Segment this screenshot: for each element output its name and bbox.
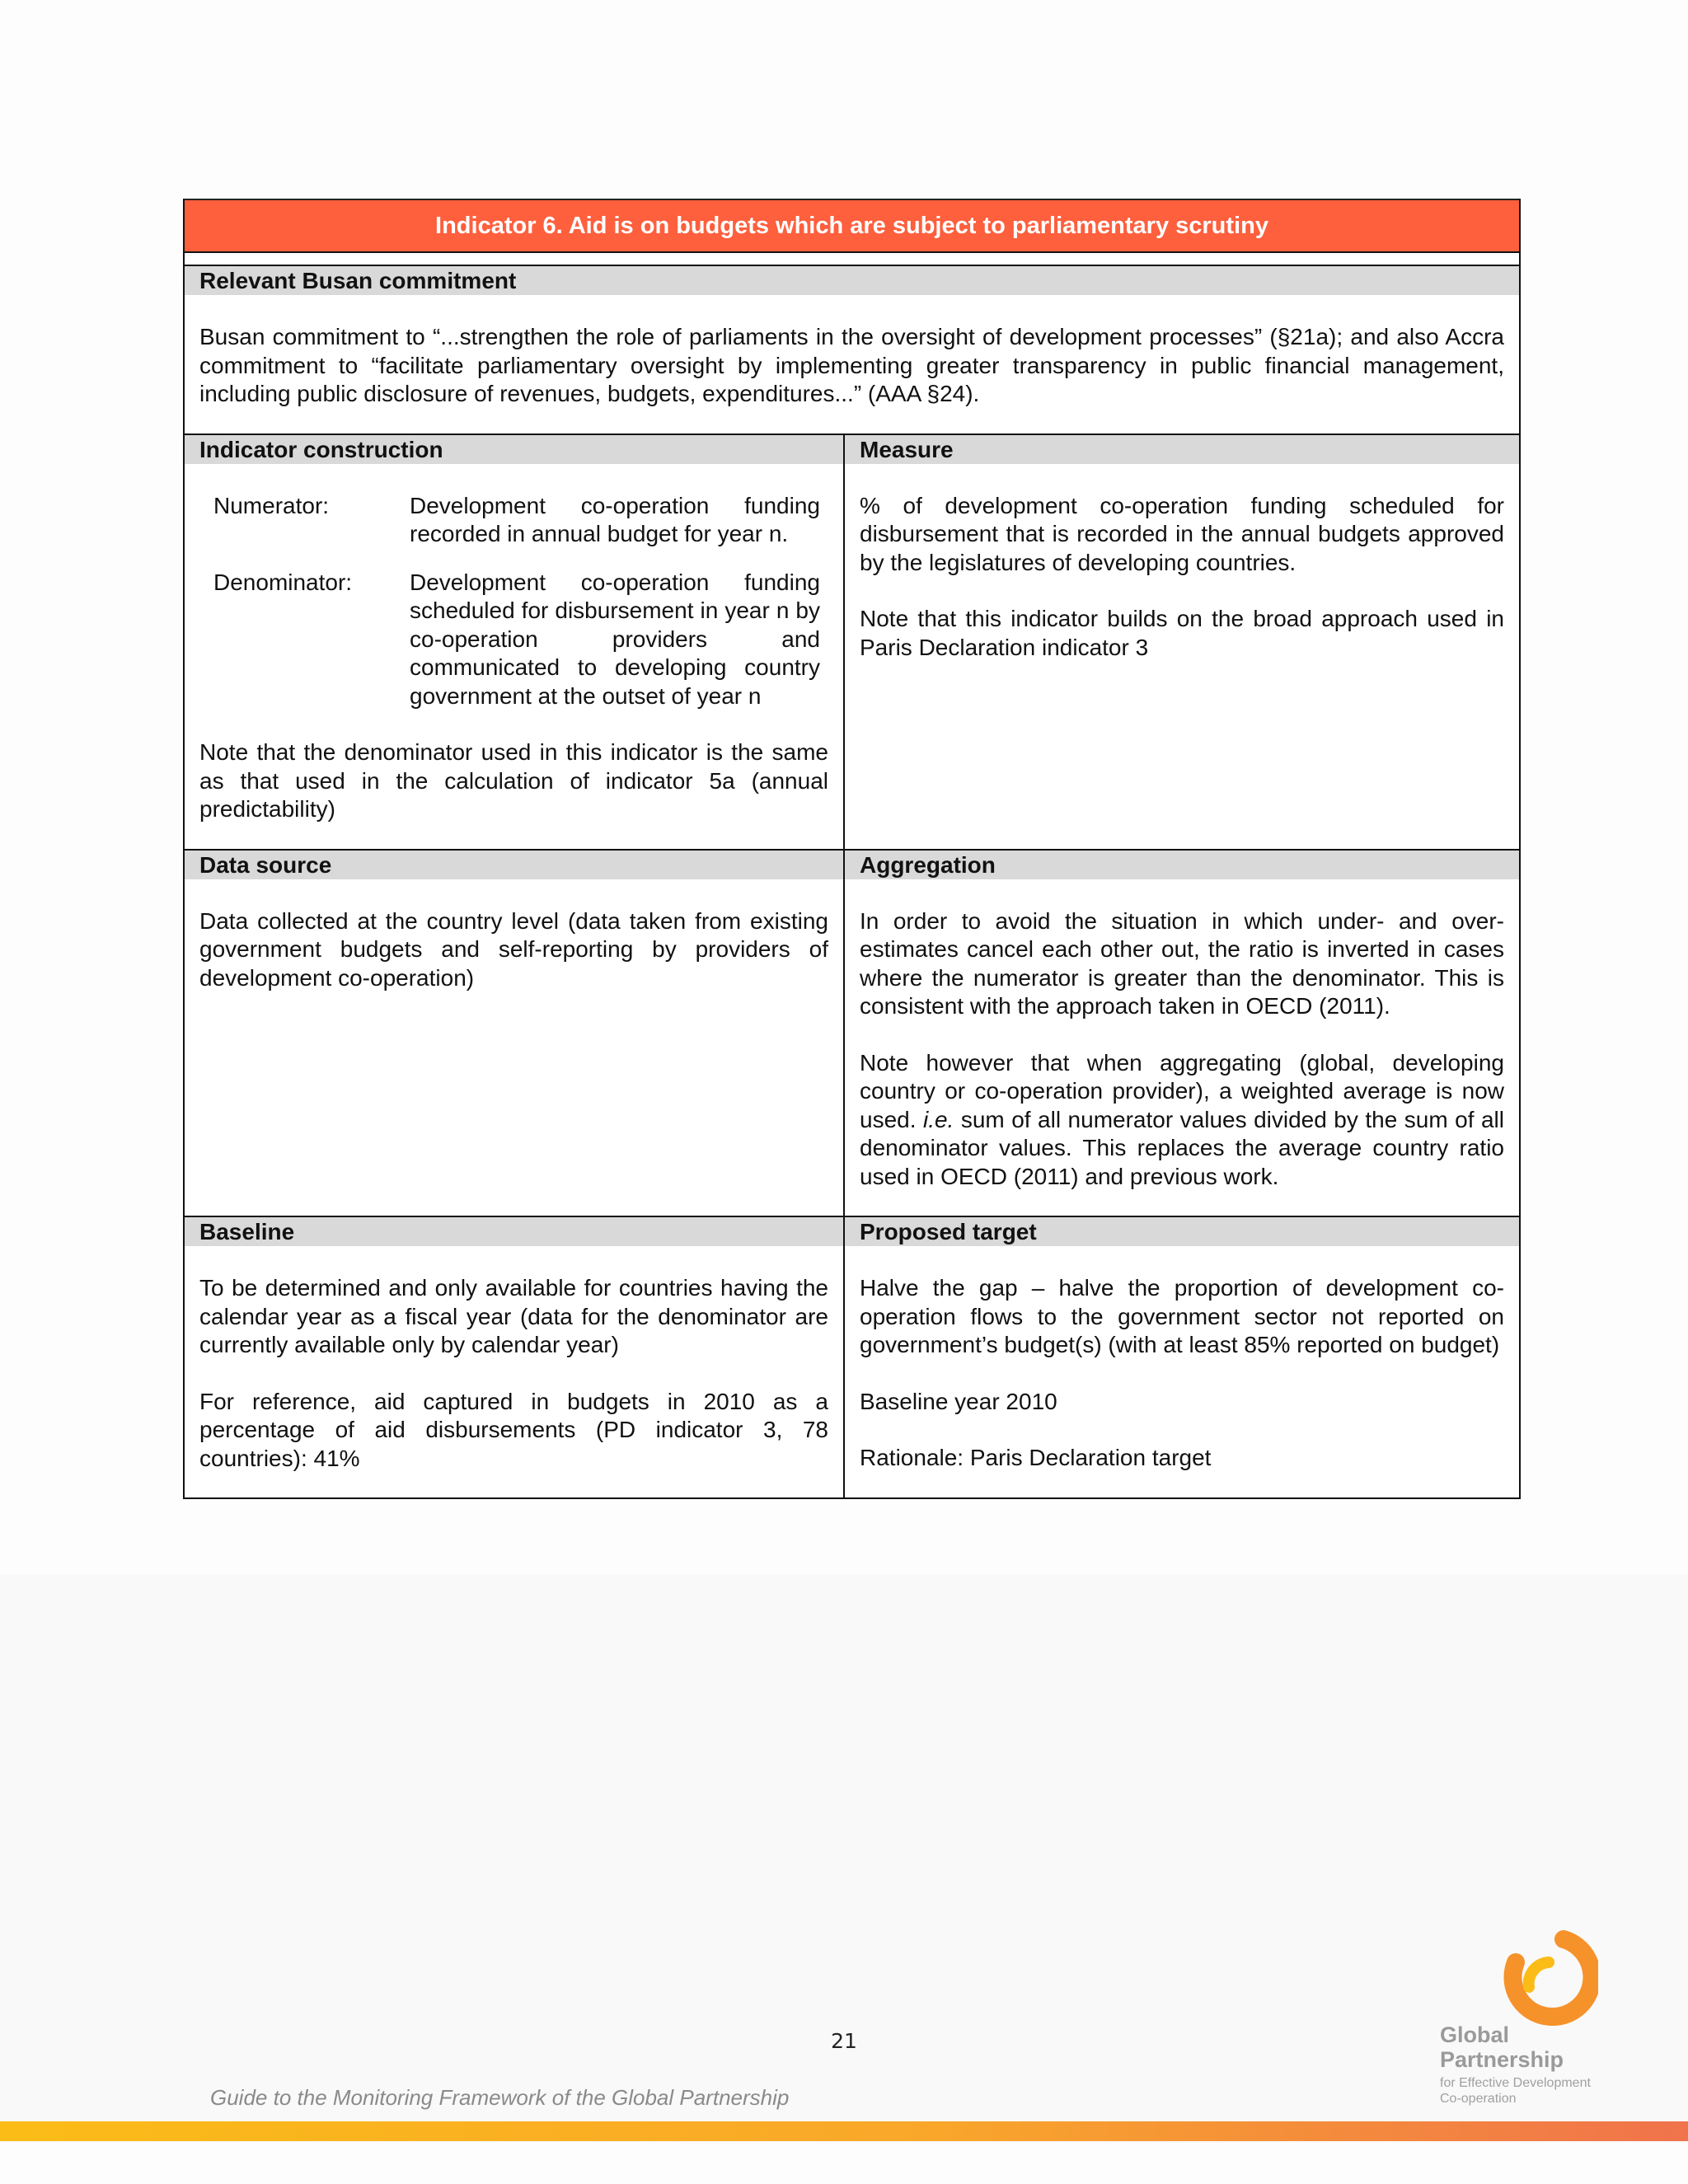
aggregation-note-end: sum of all numerator values divided by the sum of all denominator values. This replaces the average country ratio used in OECD (2011) and previous work. (860, 1106, 1504, 1189)
busan-body (185, 295, 1519, 434)
aggregation-header: Aggregation (845, 851, 1519, 879)
target-rationale: Rationale: Paris Declaration target (860, 1445, 1212, 1470)
busan-header: Relevant Busan commitment (185, 266, 1519, 295)
busan-text: Busan commitment to “...strengthen the role of parliaments in the oversight of development processes” (§21a); and also Accra commitment to “facilitate parliamentary oversight by implementing greater transparency in public financial management, including public disclosure of revenues, budgets, expenditures...” (AAA §24). (199, 324, 1504, 406)
construction-row (185, 435, 1519, 851)
baseline-body (185, 1246, 843, 1497)
logo-tagline-line1: for Effective Development (1440, 2076, 1591, 2090)
denominator-block (199, 569, 828, 711)
numerator-block (199, 492, 828, 549)
baseline-text: To be determined and only available for countries having the calendar year as a fiscal year (data for the denominator are currently available only by calendar year) (199, 1275, 828, 1357)
target-cell (845, 1217, 1519, 1497)
footer-color-bar (0, 2121, 1688, 2141)
aggregation-cell (845, 851, 1519, 1216)
measure-body (845, 464, 1519, 687)
logo-text-partnership: Partnership (1440, 2047, 1564, 2072)
aggregation-text: In order to avoid the situation in which under- and over-estimates cancel each other out, the ratio is inverted in cases where the numerator is greater than the denominator. This is consistent with the approach taken in OECD (2011). (860, 907, 1504, 1019)
numerator-label: Numerator: (213, 492, 330, 518)
target-text: Halve the gap – halve the proportion of development co-operation flows to the government sector not reported on government’s budget(s) (with at least 85% reported on budget) (860, 1275, 1504, 1357)
target-body (845, 1246, 1519, 1497)
target-header: Proposed target (845, 1217, 1519, 1246)
measure-text: % of development co-operation funding scheduled for disbursement that is recorded in the annual budgets approved by the legislatures of developing countries. (860, 492, 1504, 575)
aggregation-note (860, 1049, 1504, 1192)
global-partnership-logo (1438, 1924, 1611, 2114)
baseline-row (185, 1217, 1519, 1497)
aggregation-note-start: Note however that when aggregating (global, developing country or co-operation provider), a weighted average is now used. (860, 1049, 1504, 1132)
logo-text-tagline (1440, 2075, 1621, 2107)
indicator-table (183, 199, 1521, 1499)
busan-row (185, 266, 1519, 435)
construction-cell (185, 435, 845, 849)
table-spacer (185, 253, 1519, 266)
measure-header: Measure (845, 435, 1519, 464)
denominator-label: Denominator: (213, 569, 353, 595)
baseline-reference: For reference, aid captured in budgets in 2010 as a percentage of aid disbursements (PD indicator 3, 78 countries): 41% (199, 1388, 828, 1471)
busan-cell (185, 266, 1519, 434)
logo-text-global: Global (1440, 2022, 1510, 2047)
measure-note: Note that this indicator builds on the broad approach used in Paris Declaration indicator 3 (860, 606, 1504, 660)
data-source-header: Data source (185, 851, 843, 879)
data-source-text: Data collected at the country level (data taken from existing government budgets and self-reporting by providers of development co-operation) (199, 907, 828, 991)
indicator-title: Indicator 6. Aid is on budgets which are subject to parliamentary scrutiny (185, 200, 1519, 253)
denominator-text: Development co-operation funding scheduled for disbursement in year n by co-operation providers and communicated to developing country government at the outset of year n (410, 569, 820, 709)
page-number: 21 (831, 2029, 857, 2053)
aggregation-body (845, 879, 1519, 1216)
baseline-header: Baseline (185, 1217, 843, 1246)
target-baseline-year: Baseline year 2010 (860, 1388, 1057, 1414)
numerator-text: Development co-operation funding recorded in annual budget for year n. (410, 492, 820, 546)
logo-ring-icon (1499, 1929, 1598, 2028)
construction-header: Indicator construction (185, 435, 843, 464)
source-row (185, 851, 1519, 1218)
page-background (0, 1574, 1688, 2143)
logo-tagline-line2: Co-operation (1440, 2092, 1517, 2106)
data-source-body (185, 879, 843, 1018)
construction-body (185, 464, 843, 849)
baseline-cell (185, 1217, 845, 1497)
footer-document-title: Guide to the Monitoring Framework of the Global Partnership (210, 2085, 790, 2110)
aggregation-note-ie: i.e. (922, 1106, 954, 1132)
data-source-cell (185, 851, 845, 1216)
construction-note: Note that the denominator used in this indicator is the same as that used in the calculation of indicator 5a (annual predictability) (199, 739, 828, 822)
measure-cell (845, 435, 1519, 849)
